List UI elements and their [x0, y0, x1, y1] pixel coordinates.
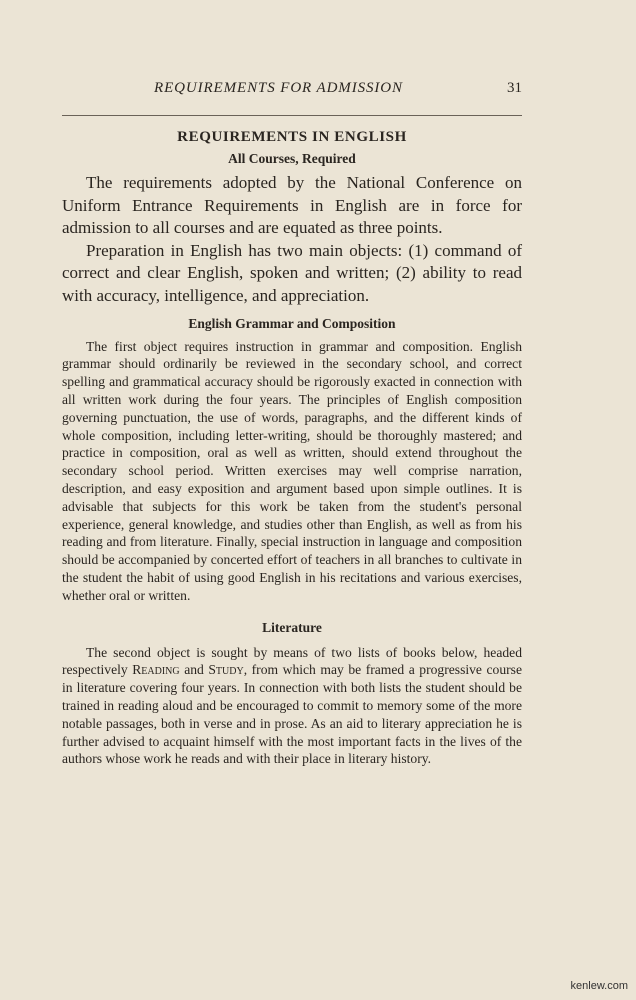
grammar-paragraph: The first object requires instruction in grammar and composition. English grammar should ordinarily be reviewed in the secondary school, and correct spelling and grammatical accuracy should be rigorously exacted in connection with all written work during the four years. The principles of English composition governing punctuation, the use of words, paragraphs, and the different kinds of whole composition, including letter-writing, should be thoroughly mastered; and practice in composition, oral as well as written, should extend throughout the secondary school period. Written exercises may well comprise narration, description, and easy exposition and argument based upon simple outlines. It is advisable that subjects for this work be taken from the student's personal experience, general knowledge, and studies other than English, as well as from his reading and from literature. Finally, special instruction in language and composition should be accompanied by concerted effort of teachers in all branches to cultivate in the student the habit of using good English in his recitations and various exercises, whether oral or written. [62, 338, 522, 603]
watermark-text: kenlew.com [570, 980, 628, 992]
header-rule [62, 115, 522, 116]
literature-text-start: The second object is sought by means of two lists of books below, headed respectively [62, 644, 522, 678]
section-subtitle: All Courses, Required [228, 151, 356, 166]
study-list-name: Study [208, 662, 244, 678]
section-title: REQUIREMENTS IN ENGLISH [177, 129, 407, 145]
running-title: REQUIREMENTS FOR ADMISSION [154, 80, 403, 96]
page-content [62, 126, 522, 768]
literature-heading: Literature [262, 619, 322, 635]
intro-paragraph: The requirements adopted by the National Conference on Uniform Entrance Requirements in English are in force for admission to all courses and are equated as three points. [62, 173, 522, 238]
literature-text-end: , from which may be framed a progressive course in literature covering four years. In connection with both lists the student should be trained in reading aloud and be encouraged to commit to memory some of the more notable passages, both in verse and in prose. As an aid to literary appreciation he is further advised to acquaint himself with the most important facts in the lives of the authors whose work he reads and with their place in literary history. [62, 662, 522, 767]
literature-paragraph [62, 644, 522, 769]
page-number: 31 [507, 80, 522, 96]
grammar-heading: English Grammar and Composition [188, 315, 396, 331]
running-head [62, 80, 522, 104]
reading-list-name: Reading [132, 662, 180, 678]
intro-paragraph: Preparation in English has two main objects: (1) command of correct and clear English, spoken and written; (2) ability to read with accuracy, intelligence, and appreciation. [62, 240, 522, 305]
conjunction-text: and [184, 662, 204, 678]
